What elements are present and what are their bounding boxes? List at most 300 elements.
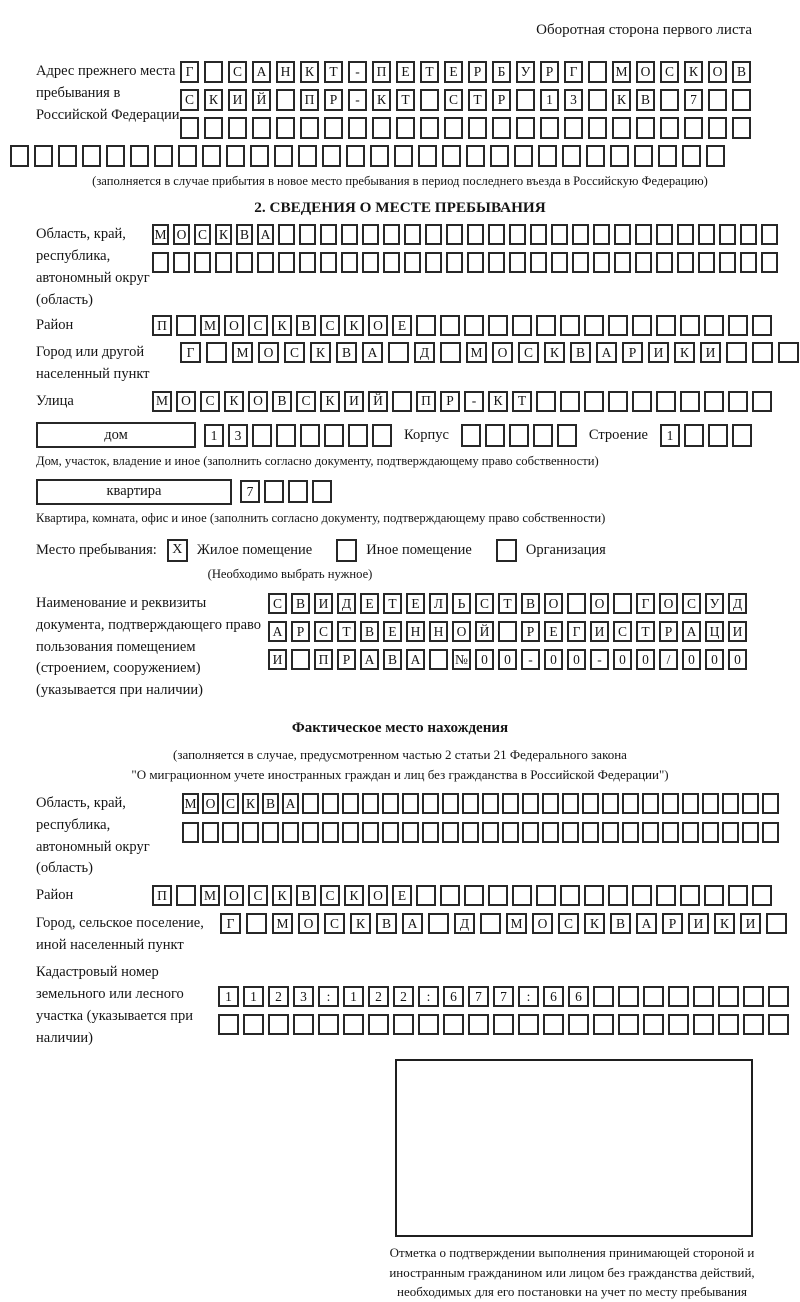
char-cell[interactable] [462,793,479,814]
char-cell[interactable] [442,793,459,814]
char-cell[interactable] [522,822,539,843]
char-cell[interactable]: Т [383,593,402,614]
char-cell[interactable] [440,885,460,906]
char-cell[interactable] [588,117,607,139]
char-cell[interactable]: Р [521,621,540,642]
char-cell[interactable] [246,913,267,934]
char-cell[interactable]: - [348,61,367,83]
char-cell[interactable]: Е [544,621,563,642]
char-cell[interactable] [318,1014,339,1035]
char-cell[interactable]: Ц [705,621,724,642]
char-cell[interactable] [206,342,227,363]
char-cell[interactable] [564,117,583,139]
char-cell[interactable]: К [344,885,364,906]
char-cell[interactable] [752,342,773,363]
char-cell[interactable] [362,252,379,273]
char-cell[interactable] [662,793,679,814]
char-cell[interactable] [732,424,752,447]
char-cell[interactable]: О [532,913,553,934]
char-cell[interactable] [572,224,589,245]
char-cell[interactable]: Т [512,391,532,412]
char-cell[interactable] [480,913,501,934]
char-cell[interactable]: 0 [636,649,655,670]
house-type-box[interactable]: дом [36,422,196,448]
char-cell[interactable] [634,145,653,167]
char-cell[interactable]: В [272,391,292,412]
char-cell[interactable] [743,1014,764,1035]
char-cell[interactable]: О [708,61,727,83]
char-cell[interactable]: Л [429,593,448,614]
char-cell[interactable] [728,391,748,412]
char-cell[interactable]: Р [337,649,356,670]
char-cell[interactable]: С [284,342,305,363]
char-cell[interactable]: С [228,61,247,83]
char-cell[interactable] [530,224,547,245]
char-cell[interactable] [778,342,799,363]
char-cell[interactable]: Д [337,593,356,614]
char-cell[interactable]: А [682,621,701,642]
char-cell[interactable] [693,1014,714,1035]
char-cell[interactable] [368,1014,389,1035]
char-cell[interactable] [492,117,511,139]
char-cell[interactable]: В [636,89,655,111]
char-cell[interactable] [422,822,439,843]
char-cell[interactable] [752,885,772,906]
char-cell[interactable] [180,117,199,139]
char-cell[interactable] [302,793,319,814]
char-cell[interactable]: В [521,593,540,614]
char-cell[interactable] [602,793,619,814]
char-cell[interactable]: Н [276,61,295,83]
char-cell[interactable]: 7 [493,986,514,1007]
char-cell[interactable]: Т [498,593,517,614]
char-cell[interactable]: А [282,793,299,814]
char-cell[interactable] [416,885,436,906]
organization-checkbox[interactable] [496,539,517,562]
char-cell[interactable] [680,885,700,906]
char-cell[interactable]: А [402,913,423,934]
char-cell[interactable]: К [674,342,695,363]
char-cell[interactable] [560,885,580,906]
char-cell[interactable] [106,145,125,167]
char-cell[interactable] [302,822,319,843]
char-cell[interactable] [719,224,736,245]
char-cell[interactable] [543,1014,564,1035]
char-cell[interactable]: 7 [468,986,489,1007]
char-cell[interactable]: Г [567,621,586,642]
char-cell[interactable] [660,117,679,139]
char-cell[interactable] [299,224,316,245]
char-cell[interactable] [708,424,728,447]
char-cell[interactable]: С [200,391,220,412]
char-cell[interactable] [440,315,460,336]
char-cell[interactable] [222,822,239,843]
char-cell[interactable]: Р [324,89,343,111]
char-cell[interactable] [542,793,559,814]
char-cell[interactable] [440,342,461,363]
char-cell[interactable] [562,145,581,167]
char-cell[interactable]: 7 [240,480,260,503]
char-cell[interactable] [732,117,751,139]
char-cell[interactable] [444,117,463,139]
char-cell[interactable]: Д [728,593,747,614]
char-cell[interactable] [288,480,308,503]
char-cell[interactable] [362,793,379,814]
char-cell[interactable] [622,793,639,814]
char-cell[interactable] [396,117,415,139]
char-cell[interactable]: С [324,913,345,934]
char-cell[interactable]: Р [662,913,683,934]
char-cell[interactable] [498,621,517,642]
char-cell[interactable] [274,145,293,167]
char-cell[interactable]: Г [180,61,199,83]
char-cell[interactable]: 6 [568,986,589,1007]
char-cell[interactable] [58,145,77,167]
char-cell[interactable] [322,145,341,167]
char-cell[interactable] [383,224,400,245]
char-cell[interactable]: Е [392,885,412,906]
char-cell[interactable]: А [596,342,617,363]
char-cell[interactable] [593,1014,614,1035]
char-cell[interactable] [704,885,724,906]
char-cell[interactable] [588,89,607,111]
char-cell[interactable] [154,145,173,167]
char-cell[interactable] [282,822,299,843]
char-cell[interactable] [342,822,359,843]
char-cell[interactable]: И [228,89,247,111]
char-cell[interactable] [732,89,751,111]
char-cell[interactable]: В [262,793,279,814]
char-cell[interactable] [719,252,736,273]
char-cell[interactable] [588,61,607,83]
char-cell[interactable]: С [320,315,340,336]
char-cell[interactable]: А [636,913,657,934]
char-cell[interactable]: П [152,315,172,336]
char-cell[interactable] [490,145,509,167]
char-cell[interactable]: : [318,986,339,1007]
char-cell[interactable] [493,1014,514,1035]
char-cell[interactable] [10,145,29,167]
char-cell[interactable] [761,224,778,245]
char-cell[interactable] [542,822,559,843]
char-cell[interactable] [348,424,368,447]
char-cell[interactable]: В [610,913,631,934]
char-cell[interactable]: 1 [204,424,224,447]
char-cell[interactable] [582,822,599,843]
char-cell[interactable] [392,391,412,412]
char-cell[interactable] [404,252,421,273]
char-cell[interactable] [268,1014,289,1035]
char-cell[interactable]: М [466,342,487,363]
char-cell[interactable]: В [296,315,316,336]
char-cell[interactable] [182,822,199,843]
char-cell[interactable] [656,885,676,906]
char-cell[interactable] [278,252,295,273]
char-cell[interactable]: 0 [544,649,563,670]
char-cell[interactable]: Т [468,89,487,111]
char-cell[interactable]: 1 [343,986,364,1007]
char-cell[interactable] [442,822,459,843]
char-cell[interactable]: И [314,593,333,614]
char-cell[interactable] [656,315,676,336]
char-cell[interactable] [572,252,589,273]
char-cell[interactable]: О [368,885,388,906]
char-cell[interactable] [243,1014,264,1035]
char-cell[interactable] [341,252,358,273]
char-cell[interactable] [768,986,789,1007]
char-cell[interactable]: О [452,621,471,642]
char-cell[interactable]: С [444,89,463,111]
char-cell[interactable] [740,224,757,245]
char-cell[interactable] [402,793,419,814]
char-cell[interactable] [536,315,556,336]
char-cell[interactable] [228,117,247,139]
char-cell[interactable]: С [222,793,239,814]
char-cell[interactable] [656,391,676,412]
char-cell[interactable]: 3 [293,986,314,1007]
char-cell[interactable] [668,1014,689,1035]
char-cell[interactable] [482,822,499,843]
char-cell[interactable]: П [416,391,436,412]
char-cell[interactable] [536,885,556,906]
char-cell[interactable]: И [590,621,609,642]
char-cell[interactable]: М [182,793,199,814]
char-cell[interactable] [488,315,508,336]
char-cell[interactable] [593,986,614,1007]
char-cell[interactable]: Г [180,342,201,363]
char-cell[interactable] [762,822,779,843]
char-cell[interactable] [680,315,700,336]
char-cell[interactable]: И [740,913,761,934]
char-cell[interactable] [130,145,149,167]
char-cell[interactable]: К [310,342,331,363]
char-cell[interactable] [516,117,535,139]
char-cell[interactable] [740,252,757,273]
char-cell[interactable]: О [659,593,678,614]
char-cell[interactable] [299,252,316,273]
char-cell[interactable]: Б [492,61,511,83]
char-cell[interactable] [370,145,389,167]
char-cell[interactable] [468,117,487,139]
char-cell[interactable]: И [344,391,364,412]
char-cell[interactable]: О [368,315,388,336]
char-cell[interactable] [610,145,629,167]
char-cell[interactable]: Е [406,593,425,614]
char-cell[interactable] [418,145,437,167]
char-cell[interactable] [467,224,484,245]
char-cell[interactable]: 0 [728,649,747,670]
char-cell[interactable] [632,885,652,906]
char-cell[interactable] [178,145,197,167]
char-cell[interactable] [416,315,436,336]
char-cell[interactable]: К [242,793,259,814]
char-cell[interactable]: В [291,593,310,614]
char-cell[interactable]: У [516,61,535,83]
char-cell[interactable]: С [248,315,268,336]
char-cell[interactable]: С [194,224,211,245]
char-cell[interactable]: В [336,342,357,363]
char-cell[interactable]: М [152,391,172,412]
char-cell[interactable] [467,252,484,273]
char-cell[interactable] [635,224,652,245]
char-cell[interactable] [682,145,701,167]
char-cell[interactable]: - [348,89,367,111]
char-cell[interactable] [512,885,532,906]
char-cell[interactable] [322,822,339,843]
char-cell[interactable]: 0 [475,649,494,670]
char-cell[interactable]: С [320,885,340,906]
char-cell[interactable]: - [590,649,609,670]
char-cell[interactable]: Й [368,391,388,412]
char-cell[interactable] [704,391,724,412]
char-cell[interactable]: П [314,649,333,670]
char-cell[interactable] [502,822,519,843]
char-cell[interactable]: 0 [613,649,632,670]
char-cell[interactable] [584,315,604,336]
char-cell[interactable] [522,793,539,814]
char-cell[interactable] [684,117,703,139]
char-cell[interactable]: Г [564,61,583,83]
char-cell[interactable]: Н [406,621,425,642]
char-cell[interactable] [708,89,727,111]
char-cell[interactable]: О [224,315,244,336]
char-cell[interactable]: М [200,885,220,906]
char-cell[interactable] [608,391,628,412]
char-cell[interactable] [642,793,659,814]
char-cell[interactable]: А [406,649,425,670]
char-cell[interactable] [300,424,320,447]
char-cell[interactable]: М [152,224,169,245]
char-cell[interactable] [82,145,101,167]
char-cell[interactable] [488,224,505,245]
char-cell[interactable]: С [518,342,539,363]
char-cell[interactable] [276,89,295,111]
char-cell[interactable]: В [732,61,751,83]
char-cell[interactable]: № [452,649,471,670]
char-cell[interactable] [562,822,579,843]
char-cell[interactable] [582,793,599,814]
char-cell[interactable] [618,986,639,1007]
char-cell[interactable]: П [152,885,172,906]
char-cell[interactable]: А [268,621,287,642]
char-cell[interactable] [298,145,317,167]
char-cell[interactable]: К [584,913,605,934]
char-cell[interactable] [680,391,700,412]
char-cell[interactable] [698,252,715,273]
char-cell[interactable] [466,145,485,167]
char-cell[interactable] [393,1014,414,1035]
char-cell[interactable] [743,986,764,1007]
char-cell[interactable] [342,793,359,814]
char-cell[interactable]: И [688,913,709,934]
char-cell[interactable]: П [300,89,319,111]
char-cell[interactable]: Е [444,61,463,83]
char-cell[interactable] [262,822,279,843]
char-cell[interactable]: О [173,224,190,245]
char-cell[interactable] [726,342,747,363]
char-cell[interactable] [152,252,169,273]
char-cell[interactable] [422,793,439,814]
char-cell[interactable] [341,224,358,245]
char-cell[interactable] [204,61,223,83]
char-cell[interactable] [643,986,664,1007]
char-cell[interactable] [722,793,739,814]
char-cell[interactable] [462,822,479,843]
char-cell[interactable] [643,1014,664,1035]
char-cell[interactable] [684,424,704,447]
char-cell[interactable] [348,117,367,139]
char-cell[interactable]: К [612,89,631,111]
char-cell[interactable] [602,822,619,843]
char-cell[interactable]: Е [392,315,412,336]
char-cell[interactable]: С [296,391,316,412]
char-cell[interactable]: О [248,391,268,412]
char-cell[interactable] [742,793,759,814]
char-cell[interactable] [320,252,337,273]
char-cell[interactable]: К [344,315,364,336]
char-cell[interactable] [584,885,604,906]
char-cell[interactable] [461,424,481,447]
char-cell[interactable] [343,1014,364,1035]
char-cell[interactable]: М [506,913,527,934]
char-cell[interactable] [708,117,727,139]
char-cell[interactable]: Р [468,61,487,83]
char-cell[interactable]: О [202,793,219,814]
char-cell[interactable]: 3 [564,89,583,111]
char-cell[interactable]: И [268,649,287,670]
char-cell[interactable] [488,885,508,906]
char-cell[interactable]: Ь [452,593,471,614]
char-cell[interactable]: В [236,224,253,245]
char-cell[interactable] [320,224,337,245]
char-cell[interactable] [276,424,296,447]
char-cell[interactable] [488,252,505,273]
char-cell[interactable] [768,1014,789,1035]
char-cell[interactable] [252,424,272,447]
char-cell[interactable]: 2 [268,986,289,1007]
char-cell[interactable] [635,252,652,273]
char-cell[interactable]: С [475,593,494,614]
char-cell[interactable]: О [590,593,609,614]
char-cell[interactable] [693,986,714,1007]
char-cell[interactable] [752,391,772,412]
char-cell[interactable] [446,252,463,273]
char-cell[interactable] [372,117,391,139]
char-cell[interactable] [658,145,677,167]
char-cell[interactable]: И [700,342,721,363]
char-cell[interactable] [482,793,499,814]
char-cell[interactable]: У [705,593,724,614]
char-cell[interactable] [428,913,449,934]
char-cell[interactable]: О [298,913,319,934]
char-cell[interactable] [722,822,739,843]
char-cell[interactable] [252,117,271,139]
char-cell[interactable] [642,822,659,843]
char-cell[interactable] [215,252,232,273]
char-cell[interactable]: В [570,342,591,363]
char-cell[interactable]: Т [396,89,415,111]
char-cell[interactable] [762,793,779,814]
char-cell[interactable] [194,252,211,273]
char-cell[interactable] [613,593,632,614]
char-cell[interactable]: 7 [684,89,703,111]
char-cell[interactable]: К [272,885,292,906]
char-cell[interactable]: В [360,621,379,642]
char-cell[interactable]: Г [636,593,655,614]
char-cell[interactable]: И [728,621,747,642]
char-cell[interactable] [742,822,759,843]
char-cell[interactable] [362,822,379,843]
